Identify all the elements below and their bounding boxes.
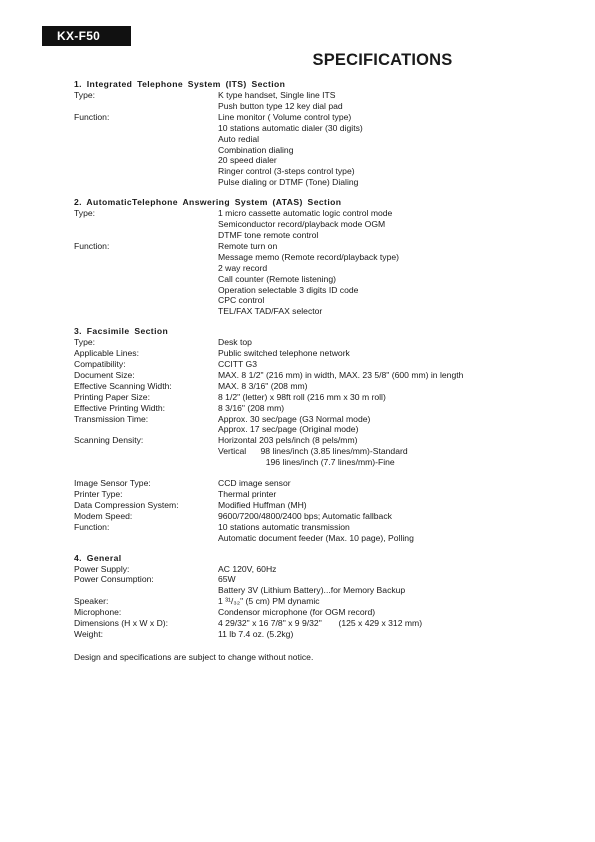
- spec-values: [218, 403, 544, 414]
- spec-label: Function:: [74, 521, 110, 532]
- spec-row: [74, 564, 544, 575]
- spec-row: [74, 522, 544, 544]
- spec-label: Modem Speed:: [74, 510, 133, 521]
- spec-value: 10 stations automatic transmission: [218, 521, 350, 532]
- spec-value: 196 lines/inch (7.7 lines/mm)-Fine: [218, 457, 395, 468]
- spec-value: TEL/FAX TAD/FAX selector: [218, 306, 323, 317]
- spec-values: [218, 90, 544, 112]
- spec-value: Semiconductor record/playback mode OGM: [218, 219, 386, 230]
- spec-value: Auto redial: [218, 133, 260, 144]
- spec-values: [218, 392, 544, 403]
- spec-label: Transmission Time:: [74, 413, 149, 424]
- spec-row: [74, 208, 544, 241]
- spec-value: 1 ³¹/₃₂" (5 cm) PM dynamic: [218, 596, 320, 607]
- spec-values: [218, 381, 544, 392]
- spec-values: [218, 618, 544, 629]
- spec-values: [218, 596, 544, 607]
- spec-values: [218, 348, 544, 359]
- spec-value: Public switched telephone network: [218, 348, 350, 359]
- section-its: [74, 79, 544, 188]
- section-facsimile: [74, 326, 544, 543]
- spec-row: [74, 596, 544, 607]
- spec-values: [218, 241, 544, 317]
- spec-value: 2 way record: [218, 262, 268, 273]
- spec-row: [74, 414, 544, 436]
- spec-values: [218, 500, 544, 511]
- spec-value: Approx. 17 sec/page (Original mode): [218, 424, 359, 435]
- section-heading: 4. General: [74, 552, 122, 563]
- spec-label: Type:: [74, 90, 96, 100]
- spec-label: Image Sensor Type:: [74, 478, 151, 489]
- spec-row: [74, 337, 544, 348]
- spec-value: AC 120V, 60Hz: [218, 563, 277, 574]
- spec-values: [218, 607, 544, 618]
- spec-value: Condensor microphone (for OGM record): [218, 607, 376, 618]
- spec-value: Horizontal 203 pels/inch (8 pels/mm): [218, 435, 358, 446]
- spec-label: Power Consumption:: [74, 574, 154, 585]
- spec-values: [218, 564, 544, 575]
- spec-value: Call counter (Remote listening): [218, 273, 336, 284]
- spec-value: 20 speed dialer: [218, 155, 277, 166]
- spec-label: Weight:: [74, 628, 103, 639]
- spec-row: [74, 574, 544, 596]
- spec-values: [218, 208, 544, 241]
- spec-row: [74, 370, 544, 381]
- spec-label: Applicable Lines:: [74, 348, 139, 359]
- spec-values: [218, 112, 544, 188]
- spec-row: [74, 478, 544, 489]
- spec-label: Function:: [74, 240, 110, 251]
- spec-label: Document Size:: [74, 369, 135, 380]
- spec-value: Ringer control (3-steps control type): [218, 166, 355, 177]
- spec-row: [74, 607, 544, 618]
- spec-row: [74, 511, 544, 522]
- spec-label: Speaker:: [74, 596, 109, 607]
- spec-row: [74, 359, 544, 370]
- spec-value: MAX. 8 1/2" (216 mm) in width, MAX. 23 5/8" (600 mm) in length: [218, 369, 464, 380]
- spec-row: [74, 112, 544, 188]
- spec-value: Combination dialing: [218, 144, 294, 155]
- spec-value: Modified Huffman (MH): [218, 499, 307, 510]
- spec-row: [74, 500, 544, 511]
- spec-values: [218, 574, 544, 596]
- spec-value: CPC control: [218, 295, 265, 306]
- spec-row: [74, 392, 544, 403]
- spec-value: K type handset, Single line ITS: [218, 90, 336, 100]
- change-notice: Design and specifications are subject to change without notice.: [74, 651, 314, 662]
- spec-label: Dimensions (H x W x D):: [74, 618, 169, 629]
- spec-values: [218, 414, 544, 436]
- section-heading: 1. Integrated Telephone System (ITS) Section: [74, 79, 286, 89]
- spec-label: Scanning Density:: [74, 435, 144, 446]
- spec-value: CCITT G3: [218, 359, 257, 370]
- spec-content: [74, 79, 544, 663]
- spec-value: Line monitor ( Volume control type): [218, 111, 352, 122]
- spec-values: [218, 359, 544, 370]
- spec-label: Data Compression System:: [74, 499, 179, 510]
- spec-values: [218, 370, 544, 381]
- spec-value: Pulse dialing or DTMF (Tone) Dialing: [218, 177, 359, 188]
- spec-value: DTMF tone remote control: [218, 229, 319, 240]
- spec-label: Compatibility:: [74, 359, 126, 370]
- spec-value: 65W: [218, 574, 236, 585]
- spec-values: [218, 489, 544, 500]
- spec-value: Message memo (Remote record/playback type): [218, 251, 400, 262]
- spec-label: Effective Printing Width:: [74, 402, 166, 413]
- spec-value: 9600/7200/4800/2400 bps; Automatic fallback: [218, 510, 392, 521]
- model-label: KX-F50: [42, 26, 131, 46]
- section-atas: [74, 197, 544, 317]
- spec-label: Printer Type:: [74, 489, 123, 499]
- spec-label: Power Supply:: [74, 563, 130, 574]
- spec-row: [74, 489, 544, 500]
- spec-values: [218, 478, 544, 489]
- spec-value: Remote turn on: [218, 240, 278, 251]
- spec-value: Battery 3V (Lithium Battery)...for Memory Backup: [218, 585, 406, 596]
- spec-value: Push button type 12 key dial pad: [218, 100, 343, 111]
- section-general: [74, 553, 544, 640]
- spec-value: Thermal printer: [218, 489, 277, 499]
- spec-row: [74, 381, 544, 392]
- spec-label: Effective Scanning Width:: [74, 380, 172, 391]
- spec-value: 1 micro cassette automatic logic control mode: [218, 208, 393, 219]
- page-title: SPECIFICATIONS: [312, 51, 453, 69]
- spec-values: [218, 629, 544, 640]
- spec-value: Operation selectable 3 digits ID code: [218, 284, 359, 295]
- spec-label: Printing Paper Size:: [74, 391, 150, 402]
- spec-row: [74, 90, 544, 112]
- spec-row: [74, 403, 544, 414]
- spec-row: [74, 618, 544, 629]
- spec-value: 4 29/32" x 16 7/8" x 9 9/32" (125 x 429 x 312 mm): [218, 618, 423, 629]
- spec-value: 11 lb 7.4 oz. (5.2kg): [218, 628, 294, 639]
- spec-value: MAX. 8 3/16" (208 mm): [218, 380, 308, 391]
- spec-values: [218, 511, 544, 522]
- spec-row: [74, 435, 544, 468]
- spec-label: Microphone:: [74, 607, 122, 618]
- spec-value: 10 stations automatic dialer (30 digits): [218, 122, 363, 133]
- spec-value: 8 1/2" (letter) x 98ft roll (216 mm x 30 m roll): [218, 391, 386, 402]
- spec-value: CCD image sensor: [218, 478, 291, 489]
- spec-values: [218, 435, 544, 468]
- section-heading: 3. Facsimile Section: [74, 326, 169, 337]
- spec-value: 8 3/16" (208 mm): [218, 402, 285, 413]
- spec-value: Approx. 30 sec/page (G3 Normal mode): [218, 413, 371, 424]
- spec-row: [74, 241, 544, 317]
- spec-row: [74, 348, 544, 359]
- spec-row: [74, 629, 544, 640]
- spec-value: Automatic document feeder (Max. 10 page), Polling: [218, 532, 414, 543]
- spec-value: Vertical 98 lines/inch (3.85 lines/mm)-Standard: [218, 446, 408, 457]
- spec-label: Type:: [74, 208, 96, 219]
- section-heading: 2. AutomaticTelephone Answering System (ATAS) Section: [74, 197, 342, 208]
- spec-values: [218, 522, 544, 544]
- spec-value: Desk top: [218, 337, 252, 348]
- spec-values: [218, 337, 544, 348]
- spec-label: Function:: [74, 111, 110, 122]
- spec-label: Type:: [74, 337, 96, 348]
